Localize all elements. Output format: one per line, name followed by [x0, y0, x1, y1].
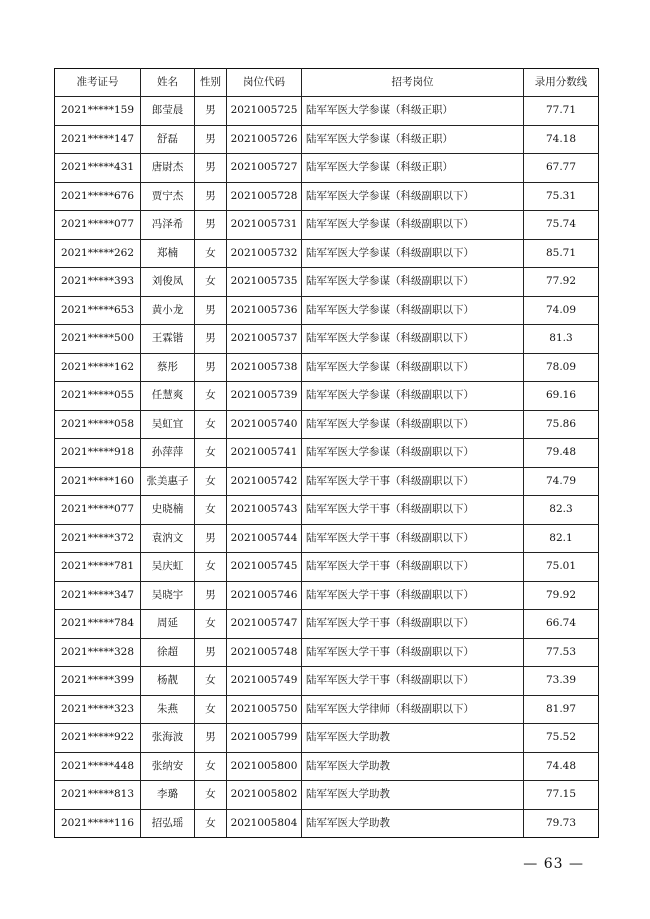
gender-cell: 女	[195, 610, 227, 639]
score-cell: 85.71	[524, 239, 599, 268]
position-cell: 陆军军医大学参谋（科级副职以下）	[302, 353, 524, 382]
position-cell: 陆军军医大学干事（科级副职以下）	[302, 581, 524, 610]
score-cell: 82.1	[524, 524, 599, 553]
position-code-cell: 2021005804	[227, 809, 302, 838]
position-cell: 陆军军医大学干事（科级副职以下）	[302, 553, 524, 582]
position-code-cell: 2021005744	[227, 524, 302, 553]
table-header	[55, 69, 599, 97]
admission-score-table	[54, 68, 599, 838]
table-row	[55, 125, 599, 154]
position-code-cell: 2021005741	[227, 439, 302, 468]
gender-cell: 女	[195, 410, 227, 439]
position-code-cell: 2021005747	[227, 610, 302, 639]
position-cell: 陆军军医大学干事（科级副职以下）	[302, 667, 524, 696]
exam-id-cell: 2021*****431	[55, 154, 141, 183]
position-cell: 陆军军医大学助教	[302, 809, 524, 838]
position-code-cell: 2021005746	[227, 581, 302, 610]
position-code-cell: 2021005727	[227, 154, 302, 183]
position-code-cell: 2021005736	[227, 296, 302, 325]
exam-id-cell: 2021*****781	[55, 553, 141, 582]
score-cell: 74.18	[524, 125, 599, 154]
score-cell: 75.31	[524, 182, 599, 211]
name-cell: 郑楠	[141, 239, 195, 268]
table-row	[55, 695, 599, 724]
name-cell: 吴晓宇	[141, 581, 195, 610]
name-cell: 舒磊	[141, 125, 195, 154]
gender-cell: 男	[195, 581, 227, 610]
gender-cell: 男	[195, 296, 227, 325]
exam-id-cell: 2021*****055	[55, 382, 141, 411]
score-cell: 79.92	[524, 581, 599, 610]
position-cell: 陆军军医大学律师（科级副职以下）	[302, 695, 524, 724]
score-cell: 75.52	[524, 724, 599, 753]
gender-cell: 女	[195, 467, 227, 496]
position-cell: 陆军军医大学参谋（科级副职以下）	[302, 211, 524, 240]
position-code-cell: 2021005748	[227, 638, 302, 667]
position-cell: 陆军军医大学助教	[302, 781, 524, 810]
position-cell: 陆军军医大学参谋（科级副职以下）	[302, 239, 524, 268]
table-row	[55, 382, 599, 411]
score-cell: 67.77	[524, 154, 599, 183]
position-cell: 陆军军医大学参谋（科级副职以下）	[302, 382, 524, 411]
gender-cell: 男	[195, 325, 227, 354]
score-cell: 75.86	[524, 410, 599, 439]
position-cell: 陆军军医大学干事（科级副职以下）	[302, 610, 524, 639]
name-cell: 蔡彤	[141, 353, 195, 382]
gender-cell: 女	[195, 809, 227, 838]
name-cell: 周延	[141, 610, 195, 639]
name-cell: 刘俊凤	[141, 268, 195, 297]
table-row	[55, 97, 599, 126]
score-cell: 75.01	[524, 553, 599, 582]
gender-cell: 男	[195, 353, 227, 382]
name-cell: 吴虹宜	[141, 410, 195, 439]
table-row	[55, 638, 599, 667]
table-row	[55, 410, 599, 439]
exam-id-cell: 2021*****784	[55, 610, 141, 639]
name-cell: 黄小龙	[141, 296, 195, 325]
gender-cell: 女	[195, 268, 227, 297]
table-row	[55, 239, 599, 268]
position-cell: 陆军军医大学干事（科级副职以下）	[302, 467, 524, 496]
name-cell: 郎莹晨	[141, 97, 195, 126]
name-cell: 张海波	[141, 724, 195, 753]
position-cell: 陆军军医大学参谋（科级正职）	[302, 97, 524, 126]
score-cell: 66.74	[524, 610, 599, 639]
gender-cell: 男	[195, 182, 227, 211]
table-row	[55, 809, 599, 838]
exam-id-cell: 2021*****162	[55, 353, 141, 382]
exam-id-cell: 2021*****813	[55, 781, 141, 810]
position-code-cell: 2021005738	[227, 353, 302, 382]
name-cell: 冯泽希	[141, 211, 195, 240]
gender-cell: 女	[195, 239, 227, 268]
score-cell: 77.15	[524, 781, 599, 810]
position-cell: 陆军军医大学参谋（科级副职以下）	[302, 410, 524, 439]
exam-id-cell: 2021*****653	[55, 296, 141, 325]
exam-id-cell: 2021*****347	[55, 581, 141, 610]
position-cell: 陆军军医大学助教	[302, 752, 524, 781]
position-cell: 陆军军医大学干事（科级副职以下）	[302, 496, 524, 525]
table-row	[55, 325, 599, 354]
gender-cell: 女	[195, 695, 227, 724]
position-cell: 陆军军医大学参谋（科级正职）	[302, 154, 524, 183]
name-cell: 吴庆虹	[141, 553, 195, 582]
exam-id-cell: 2021*****399	[55, 667, 141, 696]
exam-id-cell: 2021*****328	[55, 638, 141, 667]
position-code-cell: 2021005737	[227, 325, 302, 354]
position-code-cell: 2021005726	[227, 125, 302, 154]
table-row	[55, 439, 599, 468]
score-cell: 73.39	[524, 667, 599, 696]
score-cell: 78.09	[524, 353, 599, 382]
table-row	[55, 154, 599, 183]
header-name: 姓名	[141, 69, 195, 97]
position-code-cell: 2021005731	[227, 211, 302, 240]
score-cell: 79.48	[524, 439, 599, 468]
gender-cell: 女	[195, 667, 227, 696]
table-row	[55, 496, 599, 525]
exam-id-cell: 2021*****448	[55, 752, 141, 781]
position-code-cell: 2021005725	[227, 97, 302, 126]
table-row	[55, 781, 599, 810]
position-code-cell: 2021005740	[227, 410, 302, 439]
score-cell: 75.74	[524, 211, 599, 240]
position-cell: 陆军军医大学干事（科级副职以下）	[302, 524, 524, 553]
gender-cell: 女	[195, 439, 227, 468]
table-row	[55, 524, 599, 553]
exam-id-cell: 2021*****116	[55, 809, 141, 838]
name-cell: 史晓楠	[141, 496, 195, 525]
score-cell: 77.92	[524, 268, 599, 297]
header-exam-id: 准考证号	[55, 69, 141, 97]
exam-id-cell: 2021*****323	[55, 695, 141, 724]
position-code-cell: 2021005799	[227, 724, 302, 753]
exam-id-cell: 2021*****160	[55, 467, 141, 496]
exam-id-cell: 2021*****159	[55, 97, 141, 126]
page-number: — 63 —	[523, 856, 584, 872]
name-cell: 招弘瑶	[141, 809, 195, 838]
gender-cell: 男	[195, 211, 227, 240]
gender-cell: 男	[195, 638, 227, 667]
name-cell: 杨靓	[141, 667, 195, 696]
exam-id-cell: 2021*****058	[55, 410, 141, 439]
gender-cell: 男	[195, 125, 227, 154]
exam-id-cell: 2021*****918	[55, 439, 141, 468]
header-position-code: 岗位代码	[227, 69, 302, 97]
exam-id-cell: 2021*****372	[55, 524, 141, 553]
gender-cell: 女	[195, 553, 227, 582]
exam-id-cell: 2021*****077	[55, 211, 141, 240]
position-cell: 陆军军医大学参谋（科级副职以下）	[302, 182, 524, 211]
name-cell: 王霖锴	[141, 325, 195, 354]
name-cell: 唐尉杰	[141, 154, 195, 183]
gender-cell: 男	[195, 724, 227, 753]
gender-cell: 男	[195, 524, 227, 553]
position-code-cell: 2021005742	[227, 467, 302, 496]
table-row	[55, 268, 599, 297]
position-code-cell: 2021005749	[227, 667, 302, 696]
position-cell: 陆军军医大学干事（科级副职以下）	[302, 638, 524, 667]
table-row	[55, 667, 599, 696]
table-row	[55, 296, 599, 325]
score-cell: 74.48	[524, 752, 599, 781]
score-cell: 77.71	[524, 97, 599, 126]
position-cell: 陆军军医大学参谋（科级副职以下）	[302, 325, 524, 354]
name-cell: 朱燕	[141, 695, 195, 724]
position-code-cell: 2021005800	[227, 752, 302, 781]
gender-cell: 男	[195, 97, 227, 126]
name-cell: 贾宁杰	[141, 182, 195, 211]
header-gender: 性别	[195, 69, 227, 97]
exam-id-cell: 2021*****262	[55, 239, 141, 268]
score-cell: 77.53	[524, 638, 599, 667]
table-row	[55, 752, 599, 781]
table-row	[55, 182, 599, 211]
gender-cell: 女	[195, 382, 227, 411]
gender-cell: 男	[195, 154, 227, 183]
name-cell: 张美惠子	[141, 467, 195, 496]
score-cell: 81.97	[524, 695, 599, 724]
gender-cell: 女	[195, 752, 227, 781]
name-cell: 任慧爽	[141, 382, 195, 411]
position-code-cell: 2021005750	[227, 695, 302, 724]
table-row	[55, 610, 599, 639]
position-code-cell: 2021005745	[227, 553, 302, 582]
position-cell: 陆军军医大学助教	[302, 724, 524, 753]
header-position: 招考岗位	[302, 69, 524, 97]
score-cell: 82.3	[524, 496, 599, 525]
position-code-cell: 2021005728	[227, 182, 302, 211]
exam-id-cell: 2021*****147	[55, 125, 141, 154]
position-code-cell: 2021005739	[227, 382, 302, 411]
name-cell: 徐超	[141, 638, 195, 667]
table-body	[55, 97, 599, 838]
gender-cell: 女	[195, 496, 227, 525]
name-cell: 李璐	[141, 781, 195, 810]
score-cell: 69.16	[524, 382, 599, 411]
position-code-cell: 2021005802	[227, 781, 302, 810]
table-row	[55, 581, 599, 610]
gender-cell: 女	[195, 781, 227, 810]
exam-id-cell: 2021*****500	[55, 325, 141, 354]
position-cell: 陆军军医大学参谋（科级副职以下）	[302, 268, 524, 297]
position-code-cell: 2021005735	[227, 268, 302, 297]
table-row	[55, 467, 599, 496]
exam-id-cell: 2021*****077	[55, 496, 141, 525]
position-code-cell: 2021005743	[227, 496, 302, 525]
score-cell: 81.3	[524, 325, 599, 354]
score-cell: 74.09	[524, 296, 599, 325]
table-row	[55, 724, 599, 753]
position-code-cell: 2021005732	[227, 239, 302, 268]
position-cell: 陆军军医大学参谋（科级正职）	[302, 125, 524, 154]
position-cell: 陆军军医大学参谋（科级副职以下）	[302, 296, 524, 325]
score-cell: 74.79	[524, 467, 599, 496]
name-cell: 张纳安	[141, 752, 195, 781]
position-cell: 陆军军医大学参谋（科级副职以下）	[302, 439, 524, 468]
table-row	[55, 553, 599, 582]
exam-id-cell: 2021*****393	[55, 268, 141, 297]
table-row	[55, 353, 599, 382]
score-cell: 79.73	[524, 809, 599, 838]
exam-id-cell: 2021*****676	[55, 182, 141, 211]
name-cell: 孙萍萍	[141, 439, 195, 468]
exam-id-cell: 2021*****922	[55, 724, 141, 753]
name-cell: 袁汭文	[141, 524, 195, 553]
table-row	[55, 211, 599, 240]
header-score: 录用分数线	[524, 69, 599, 97]
